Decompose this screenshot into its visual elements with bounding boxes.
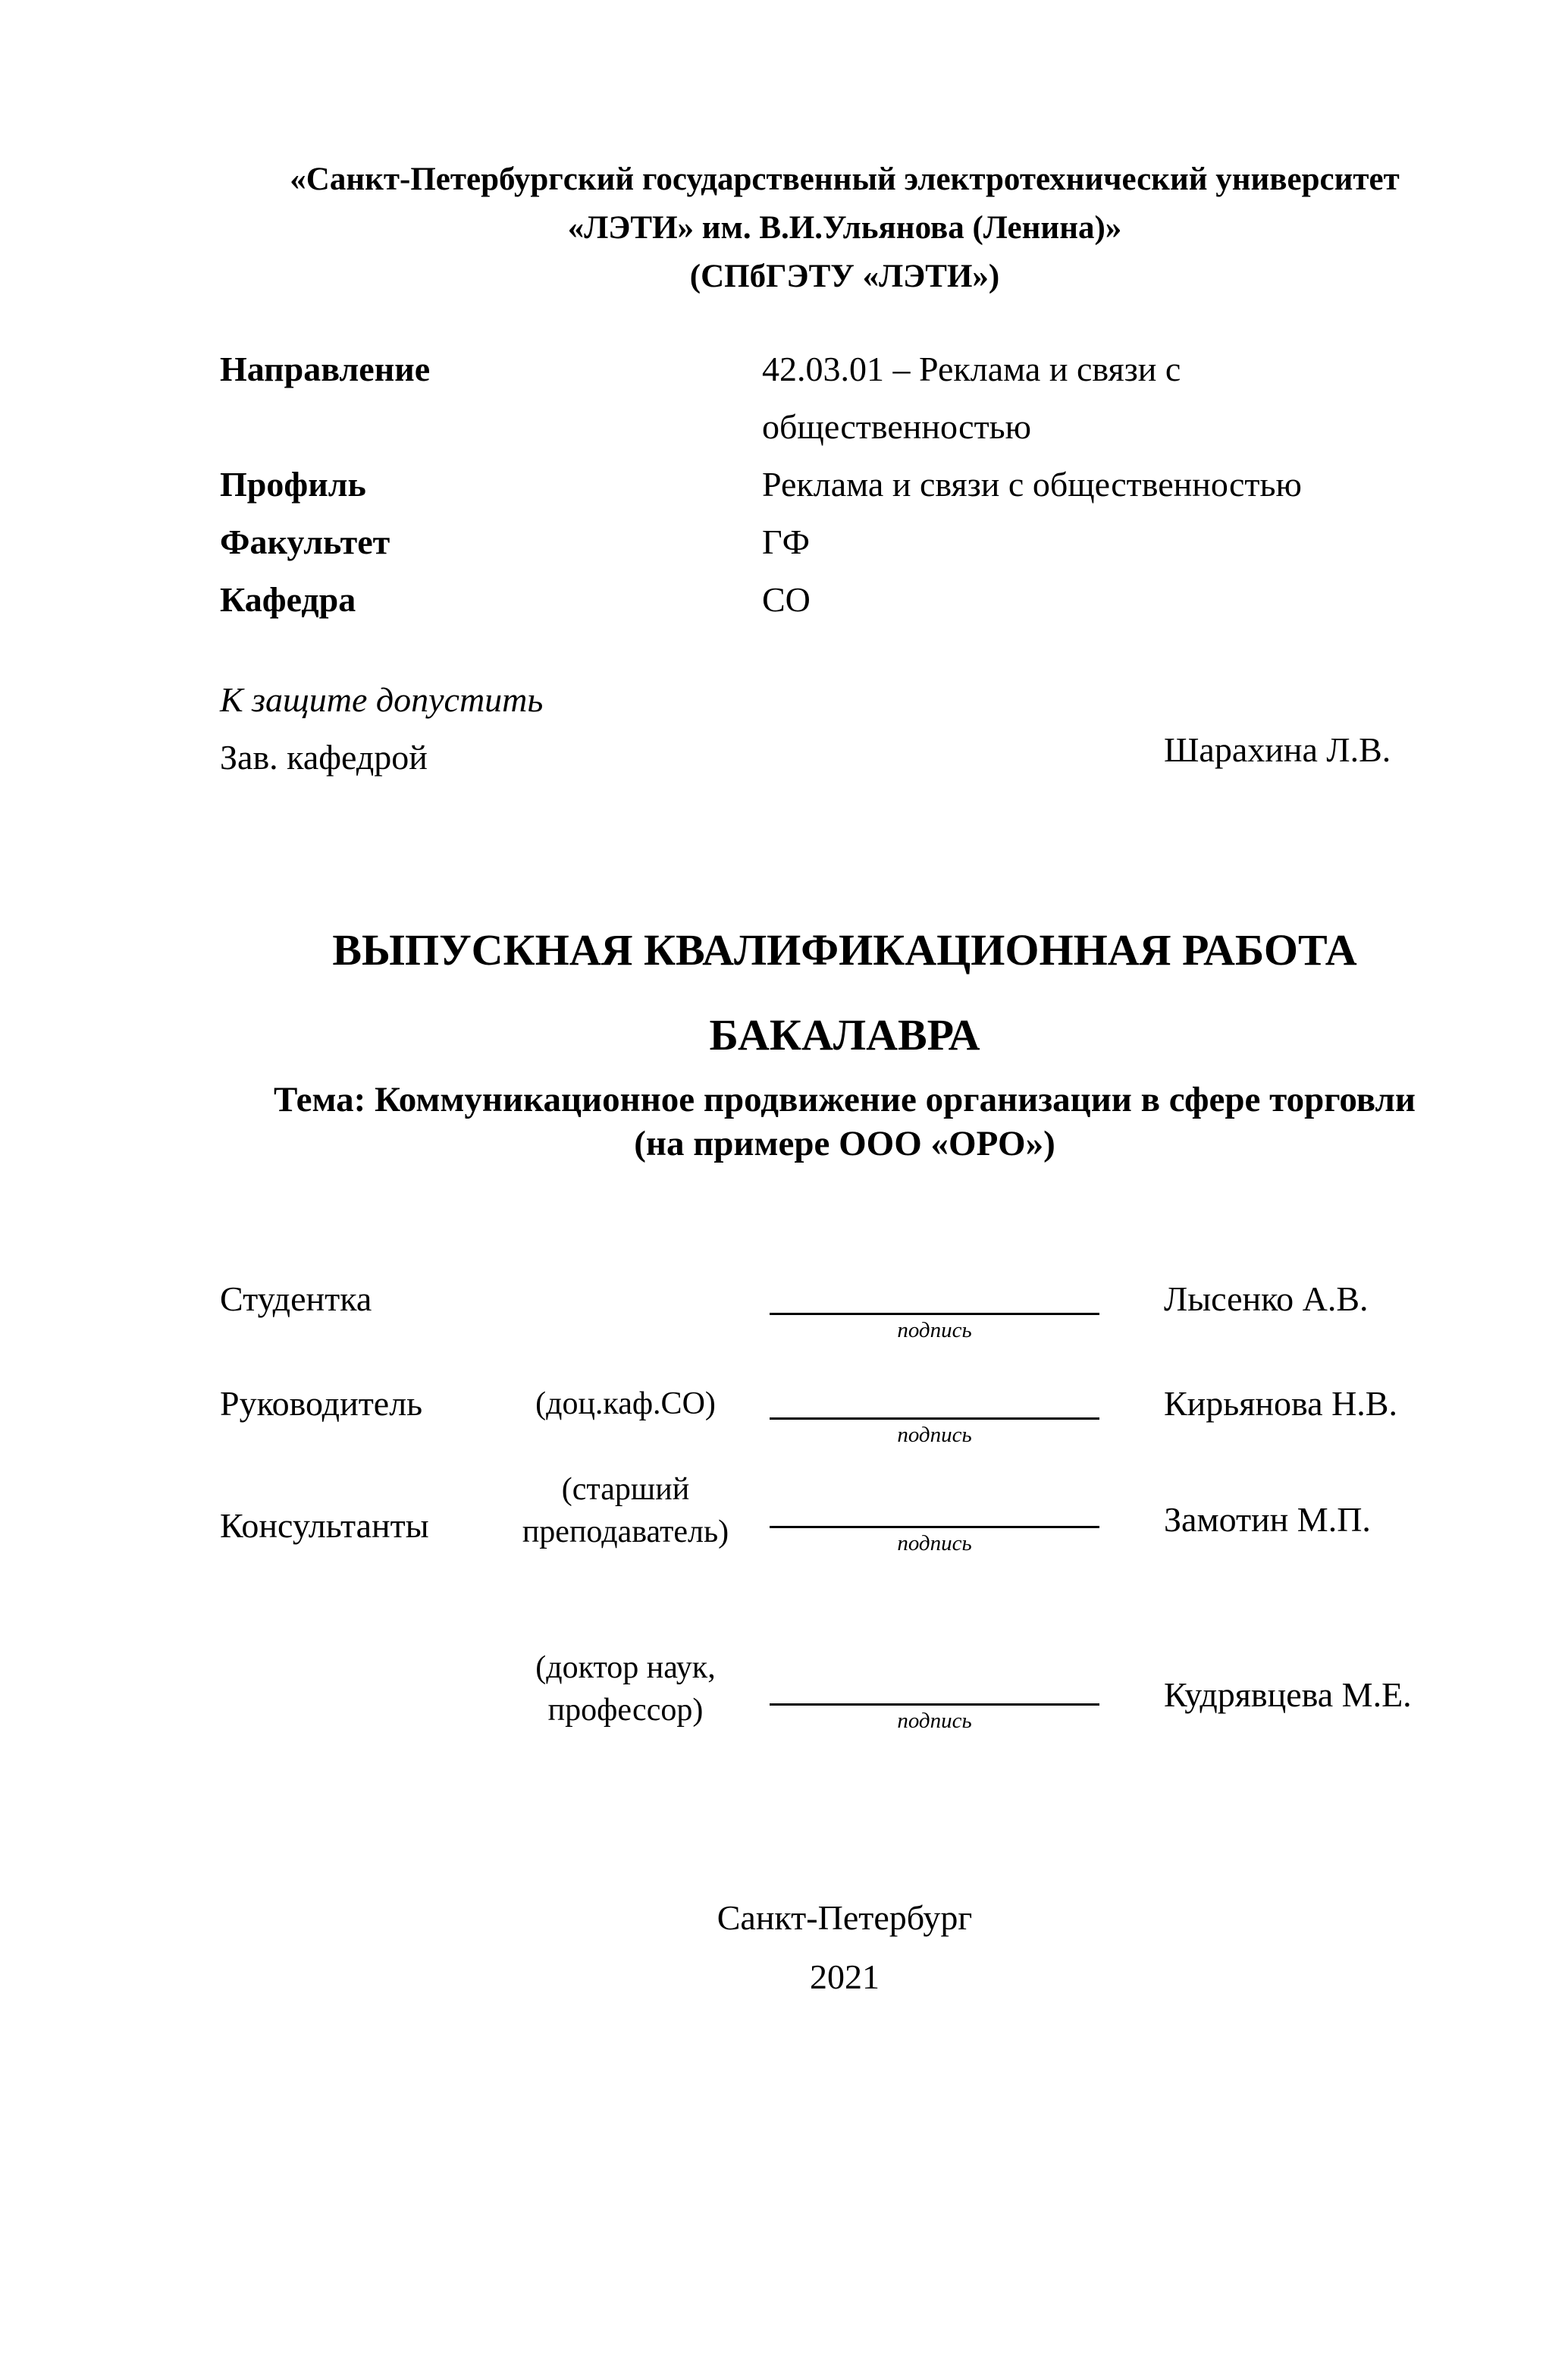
title-page [0, 155, 1568, 2373]
field-label-faculty: Факультет [220, 523, 390, 561]
admission-spacer-2 [735, 729, 1099, 786]
admission-spacer-1 [463, 729, 735, 786]
signature-row-consultant-1 [220, 1468, 1469, 1558]
signature-name-advisor: Кирьянова Н.В. [1164, 1384, 1397, 1423]
signature-unit-student [735, 1278, 1099, 1345]
field-label-profile: Профиль [220, 465, 366, 504]
signature-line-advisor [770, 1383, 1099, 1420]
field-row-faculty [220, 513, 1469, 571]
signature-section [220, 1278, 1469, 1736]
footer-city: Санкт-Петербург [717, 1898, 973, 1937]
signature-qualifier-consultant-1: (старший преподаватель) [522, 1472, 729, 1549]
main-title-line-2: БАКАЛАВРА [709, 1010, 980, 1059]
field-value-faculty: ГФ [762, 523, 810, 561]
theme-line-2: (на примере ООО «ОРО») [634, 1124, 1055, 1163]
main-title-line-1: ВЫПУСКНАЯ КВАЛИФИКАЦИОННАЯ РАБОТА [332, 925, 1357, 975]
signature-line-student [770, 1278, 1099, 1315]
field-row-direction [220, 341, 1469, 456]
university-header-line-1: «Санкт-Петербургский государственный электротехнический университет [290, 162, 1400, 197]
field-value-department: СО [762, 580, 811, 619]
field-value-direction-line-1: 42.03.01 – Реклама и связи с [762, 350, 1181, 388]
signature-row-student [220, 1278, 1469, 1345]
signature-caption-consultant-2: подпись [897, 1709, 972, 1733]
signature-unit-consultant-1 [735, 1468, 1099, 1558]
signature-qualifier-advisor: (доц.каф.СО) [535, 1386, 716, 1421]
theme-line-1: Тема: Коммуникационное продвижение организации в сфере торговли [274, 1080, 1416, 1119]
signature-name-student: Лысенко А.В. [1164, 1279, 1369, 1318]
program-fields [220, 341, 1469, 629]
signature-role-consultant-1: Консультанты [220, 1506, 429, 1545]
theme [220, 1078, 1469, 1166]
admission-name: Шарахина Л.В. [1164, 730, 1391, 769]
field-label-direction: Направление [220, 350, 431, 388]
signature-unit-consultant-2 [735, 1646, 1099, 1736]
field-row-department [220, 571, 1469, 629]
signature-name-consultant-1: Замотин М.П. [1164, 1500, 1371, 1539]
signature-name-consultant-2: Кудрявцева М.Е. [1164, 1675, 1412, 1714]
admission-row [220, 729, 1469, 786]
footer-year: 2021 [810, 1957, 880, 1996]
signature-caption-advisor: подпись [897, 1423, 972, 1447]
signature-row-consultant-2 [220, 1646, 1469, 1736]
university-header-line-3: (СПбГЭТУ «ЛЭТИ») [689, 259, 1000, 294]
text-block [0, 155, 1568, 2007]
signature-line-consultant-2 [770, 1646, 1099, 1706]
university-header-line-2: «ЛЭТИ» им. В.И.Ульянова (Ленина)» [567, 210, 1122, 246]
signature-role-advisor: Руководитель [220, 1384, 423, 1423]
field-row-profile [220, 456, 1469, 513]
signature-qualifier-consultant-2: (доктор наук, профессор) [535, 1650, 716, 1728]
field-value-direction [762, 341, 1469, 456]
signature-unit-advisor [735, 1383, 1099, 1450]
signature-line-consultant-1 [770, 1468, 1099, 1528]
signature-caption-student: подпись [897, 1318, 972, 1342]
admission-note: К защите допустить [220, 680, 544, 719]
footer [220, 1888, 1469, 2007]
university-header [220, 155, 1469, 301]
field-label-department: Кафедра [220, 580, 356, 619]
signature-row-advisor [220, 1383, 1469, 1450]
admission-role: Зав. кафедрой [220, 738, 428, 777]
main-title [220, 908, 1469, 1078]
field-value-profile: Реклама и связи с общественностью [762, 465, 1302, 504]
signature-role-student: Студентка [220, 1279, 372, 1318]
field-value-direction-line-2: общественностью [762, 407, 1032, 446]
signature-caption-consultant-1: подпись [897, 1531, 972, 1555]
